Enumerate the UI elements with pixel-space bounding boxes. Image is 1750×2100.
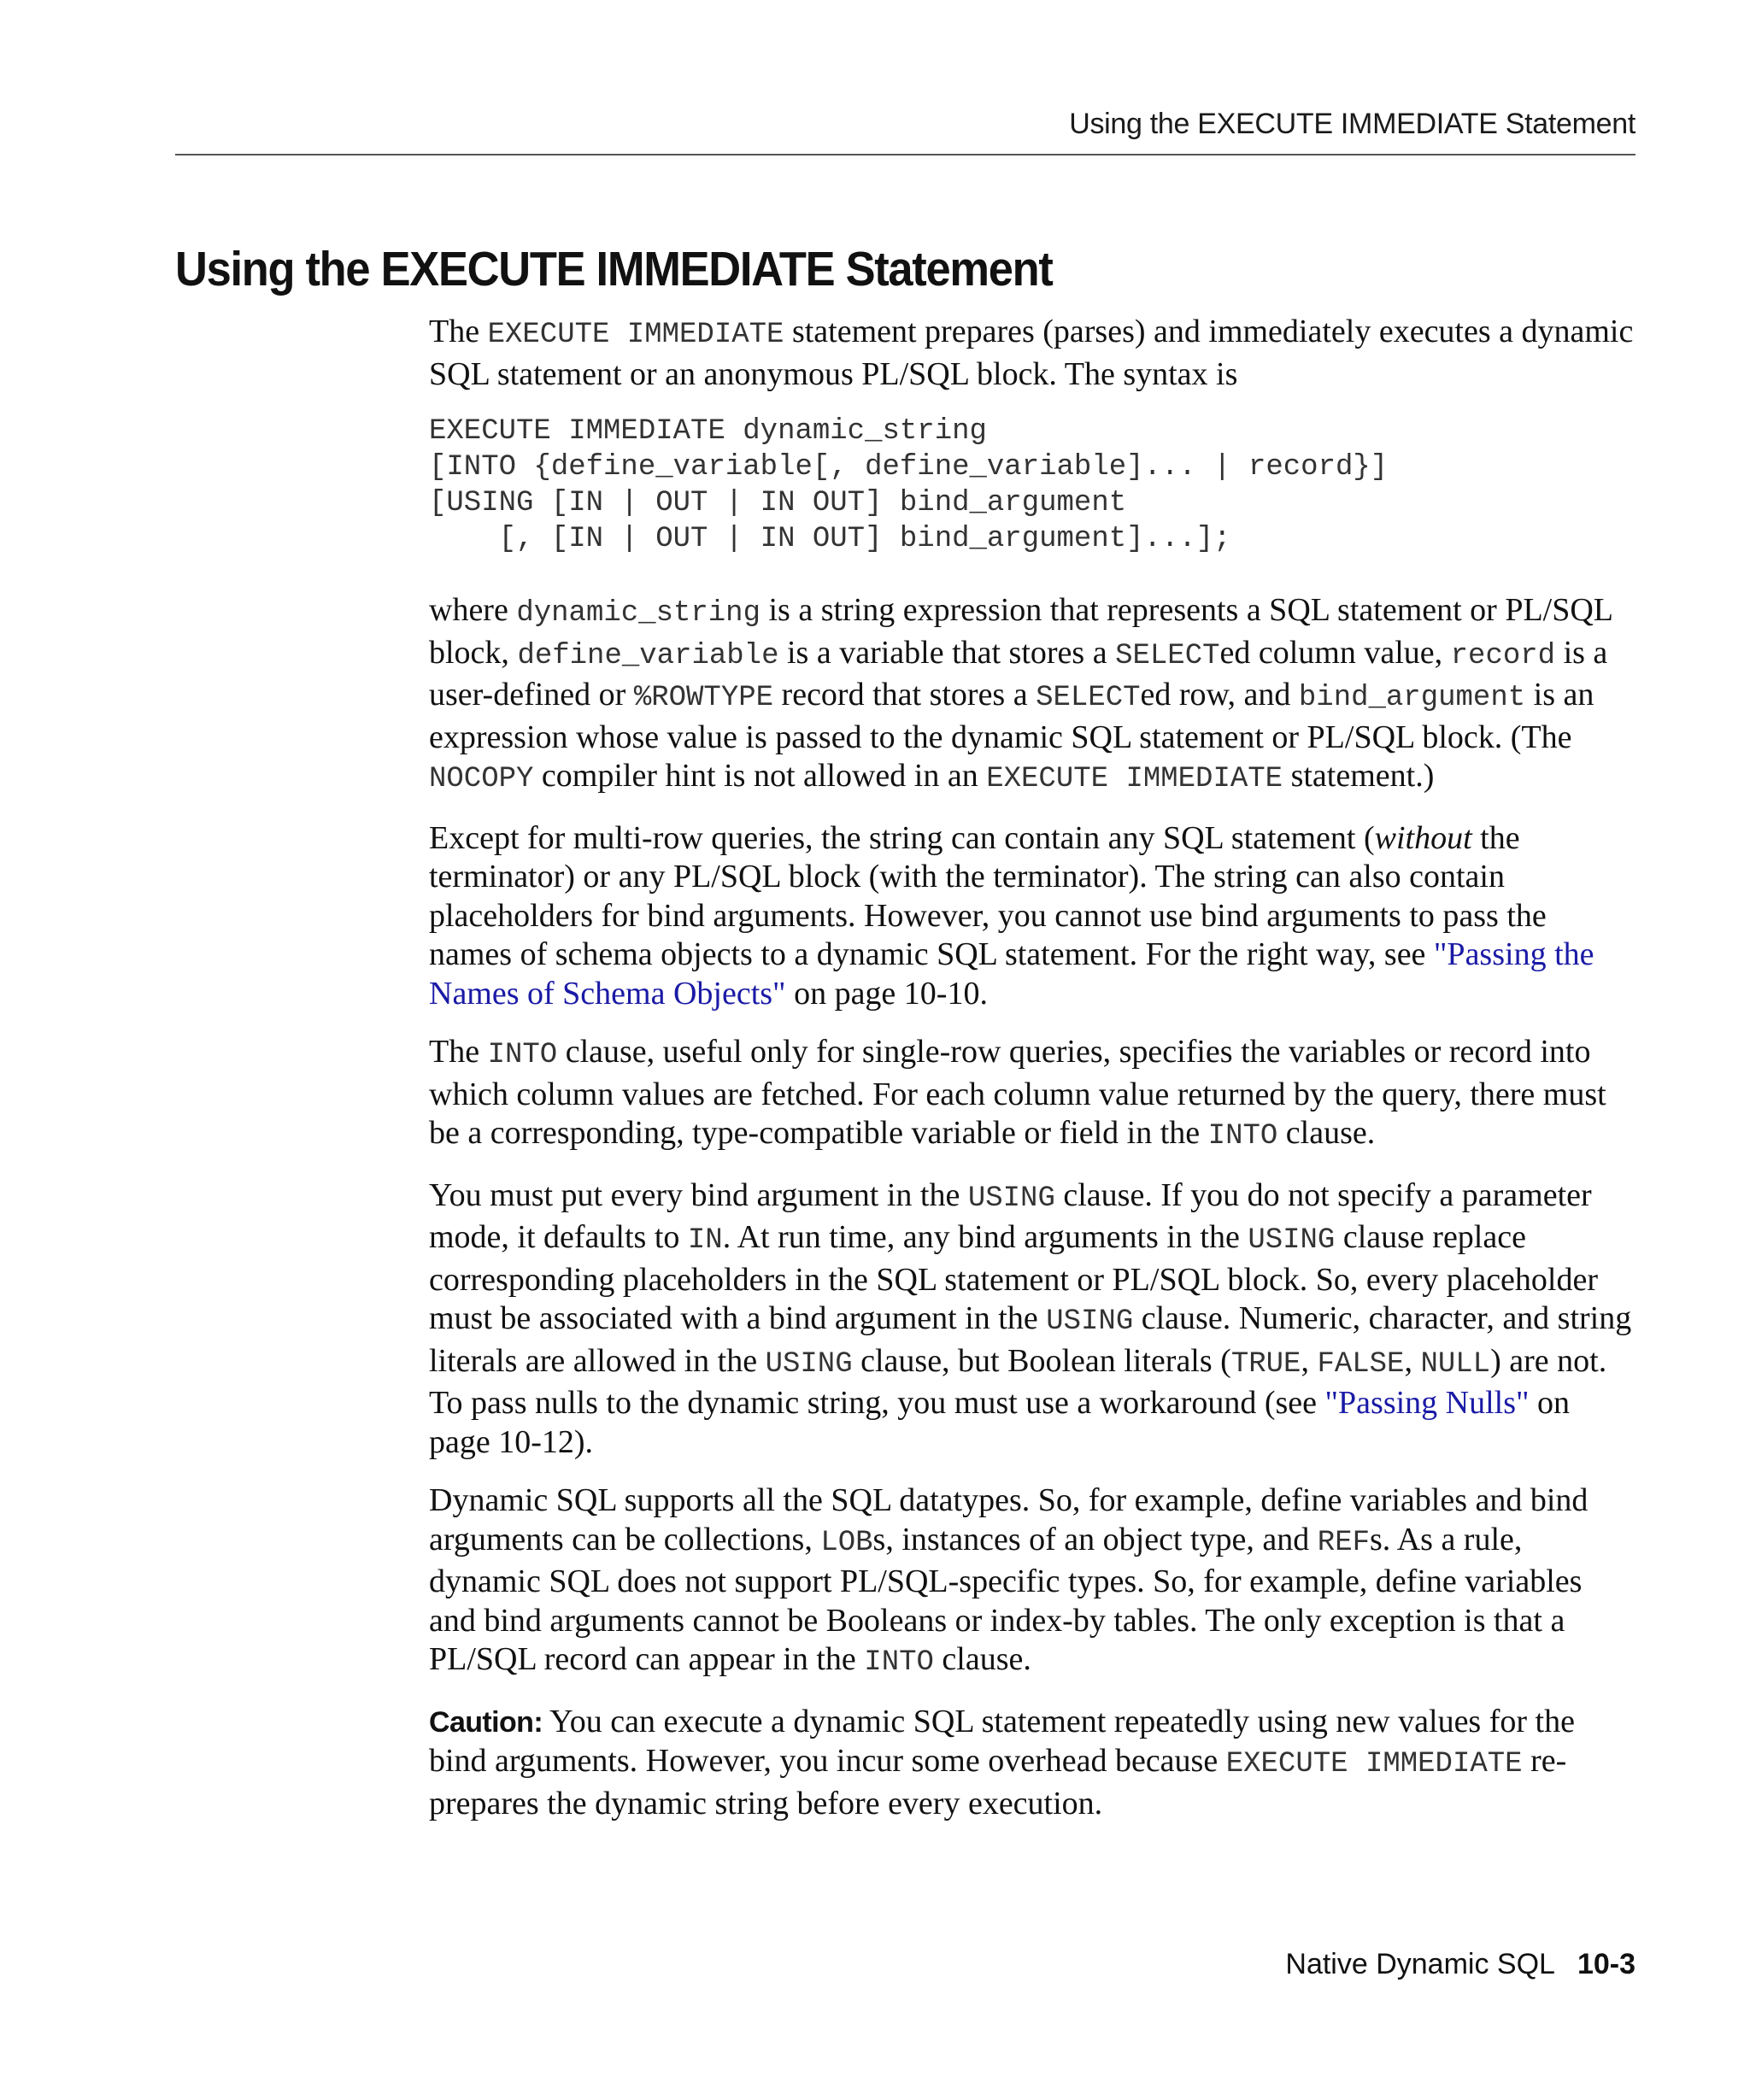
text: Except for multi-row queries, the string can contain any SQL statement ( (429, 819, 1375, 856)
code-term: USING (967, 1182, 1055, 1215)
text: is a user-defined or (429, 634, 1608, 713)
text: clause, useful only for single-row queries, specifies the variables or record into which column values are fetched. For each column value returned by the query, there must be a corresponding, type-compatible variable or field in the (429, 1034, 1606, 1151)
syntax-code-block (429, 414, 1635, 557)
text: clause. If you do not specify a parameter mode, it defaults to (429, 1176, 1592, 1255)
syntax-line: [, [IN | OUT | IN OUT] bind_argument]...]; (429, 523, 1231, 555)
intro-paragraph (429, 313, 1635, 394)
text: The (429, 1034, 488, 1070)
syntax-line: EXECUTE IMMEDIATE dynamic_string (429, 415, 987, 448)
page-footer (1285, 1948, 1635, 1981)
code-term: NULL (1420, 1347, 1491, 1381)
datatypes-paragraph (429, 1481, 1635, 1683)
text: , (1301, 1342, 1318, 1379)
code-term: FALSE (1317, 1347, 1405, 1381)
code-term: EXECUTE IMMEDIATE (487, 319, 784, 351)
text: clause. Numeric, character, and string literals are allowed in the (429, 1300, 1632, 1379)
code-term: INTO (487, 1039, 558, 1071)
text: statement prepares (parses) and immediately executes a dynamic SQL statement or an anonymous PL/SQL block. The syntax is (429, 314, 1634, 392)
using-paragraph (429, 1176, 1635, 1463)
code-term: USING (765, 1347, 853, 1381)
link-passing-nulls[interactable]: "Passing Nulls" (1324, 1385, 1530, 1421)
text: ed column value, (1219, 634, 1451, 671)
text: ed row, and (1140, 677, 1299, 713)
caution-label: Caution: (429, 1705, 543, 1739)
page-number: 10-3 (1577, 1948, 1635, 1980)
text: on page 10-12). (429, 1385, 1571, 1460)
code-term: USING (1248, 1224, 1336, 1257)
code-term: dynamic_string (516, 597, 760, 630)
text: . At run time, any bind arguments in the (722, 1219, 1248, 1255)
code-term: TRUE (1230, 1347, 1301, 1381)
link-passing-schema-names[interactable]: "Passing the Names of Schema Objects" (429, 936, 1594, 1012)
body-content (429, 313, 1635, 1843)
text: compiler hint is not allowed in an (533, 758, 987, 794)
code-term: LOB (820, 1526, 873, 1559)
text: is a string expression that represents a SQL statement or PL/SQL block, (429, 592, 1612, 671)
code-term: define_variable (517, 639, 779, 672)
text: statement.) (1283, 758, 1435, 794)
code-term: REF (1317, 1526, 1371, 1559)
text: is a variable that stores a (778, 634, 1116, 671)
emphasis: without (1374, 819, 1472, 856)
running-header: Using the EXECUTE IMMEDIATE Statement (1069, 108, 1635, 140)
caution-note (429, 1703, 1635, 1824)
syntax-line: [USING [IN | OUT | IN OUT] bind_argument (429, 487, 1127, 519)
where-paragraph (429, 591, 1635, 800)
text: ) are not. To pass nulls to the dynamic string, you must use a workaround (see (429, 1342, 1607, 1421)
code-term: %ROWTYPE (633, 682, 774, 714)
text: on page 10-10. (785, 975, 988, 1012)
into-paragraph (429, 1033, 1635, 1157)
code-term: NOCOPY (429, 763, 534, 795)
text: clause replace corresponding placeholders in the SQL statement or PL/SQL block. So, every placeholder must be associated with a bind argument in the (429, 1219, 1598, 1336)
text: clause. (933, 1641, 1031, 1677)
text: You can execute a dynamic SQL statement repeatedly using new values for the bind arguments. However, you incur some overhead because (429, 1703, 1575, 1779)
text: the terminator) or any PL/SQL block (with the terminator). The string can also contain placeholders for bind arguments. However, you cannot use bind arguments to pass the names of schema objects to a dynamic SQL statement. For the right way, see (429, 819, 1547, 972)
text: , (1404, 1342, 1421, 1379)
text: record that stores a (773, 677, 1036, 713)
code-term: EXECUTE IMMEDIATE (986, 763, 1283, 795)
text: s, instances of an object type, and (872, 1521, 1318, 1557)
text: is an expression whose value is passed to the dynamic SQL statement or PL/SQL block. (The (429, 677, 1594, 755)
code-term: record (1450, 639, 1556, 672)
text: clause, but Boolean literals ( (852, 1342, 1231, 1379)
text: s. As a rule, dynamic SQL does not support PL/SQL-specific types. So, for example, define variables and bind arguments cannot be Booleans or index-by tables. The only exception is that a PL/SQL record can appear in the (429, 1521, 1583, 1677)
code-term: USING (1046, 1305, 1134, 1338)
header-rule (175, 154, 1635, 155)
footer-chapter: Native Dynamic SQL (1285, 1948, 1555, 1980)
code-term: SELECT (1115, 639, 1220, 672)
code-term: EXECUTE IMMEDIATE (1225, 1748, 1523, 1780)
code-term: INTO (864, 1646, 934, 1679)
code-term: bind_argument (1298, 682, 1526, 714)
section-title: Using the EXECUTE IMMEDIATE Statement (175, 242, 1053, 296)
text: clause. (1277, 1115, 1376, 1151)
text: You must put every bind argument in the (429, 1176, 968, 1213)
text: Dynamic SQL supports all the SQL datatypes. So, for example, define variables and bind arguments can be collections, (429, 1482, 1589, 1557)
code-term: IN (687, 1224, 723, 1257)
code-term: INTO (1207, 1120, 1278, 1153)
text: re-prepares the dynamic string before every execution. (429, 1743, 1567, 1821)
code-term: SELECT (1036, 682, 1141, 714)
syntax-line: [INTO {define_variable[, define_variable]... | record}] (429, 451, 1389, 484)
text: where (429, 592, 517, 628)
except-paragraph (429, 819, 1635, 1014)
text: The (429, 314, 488, 349)
